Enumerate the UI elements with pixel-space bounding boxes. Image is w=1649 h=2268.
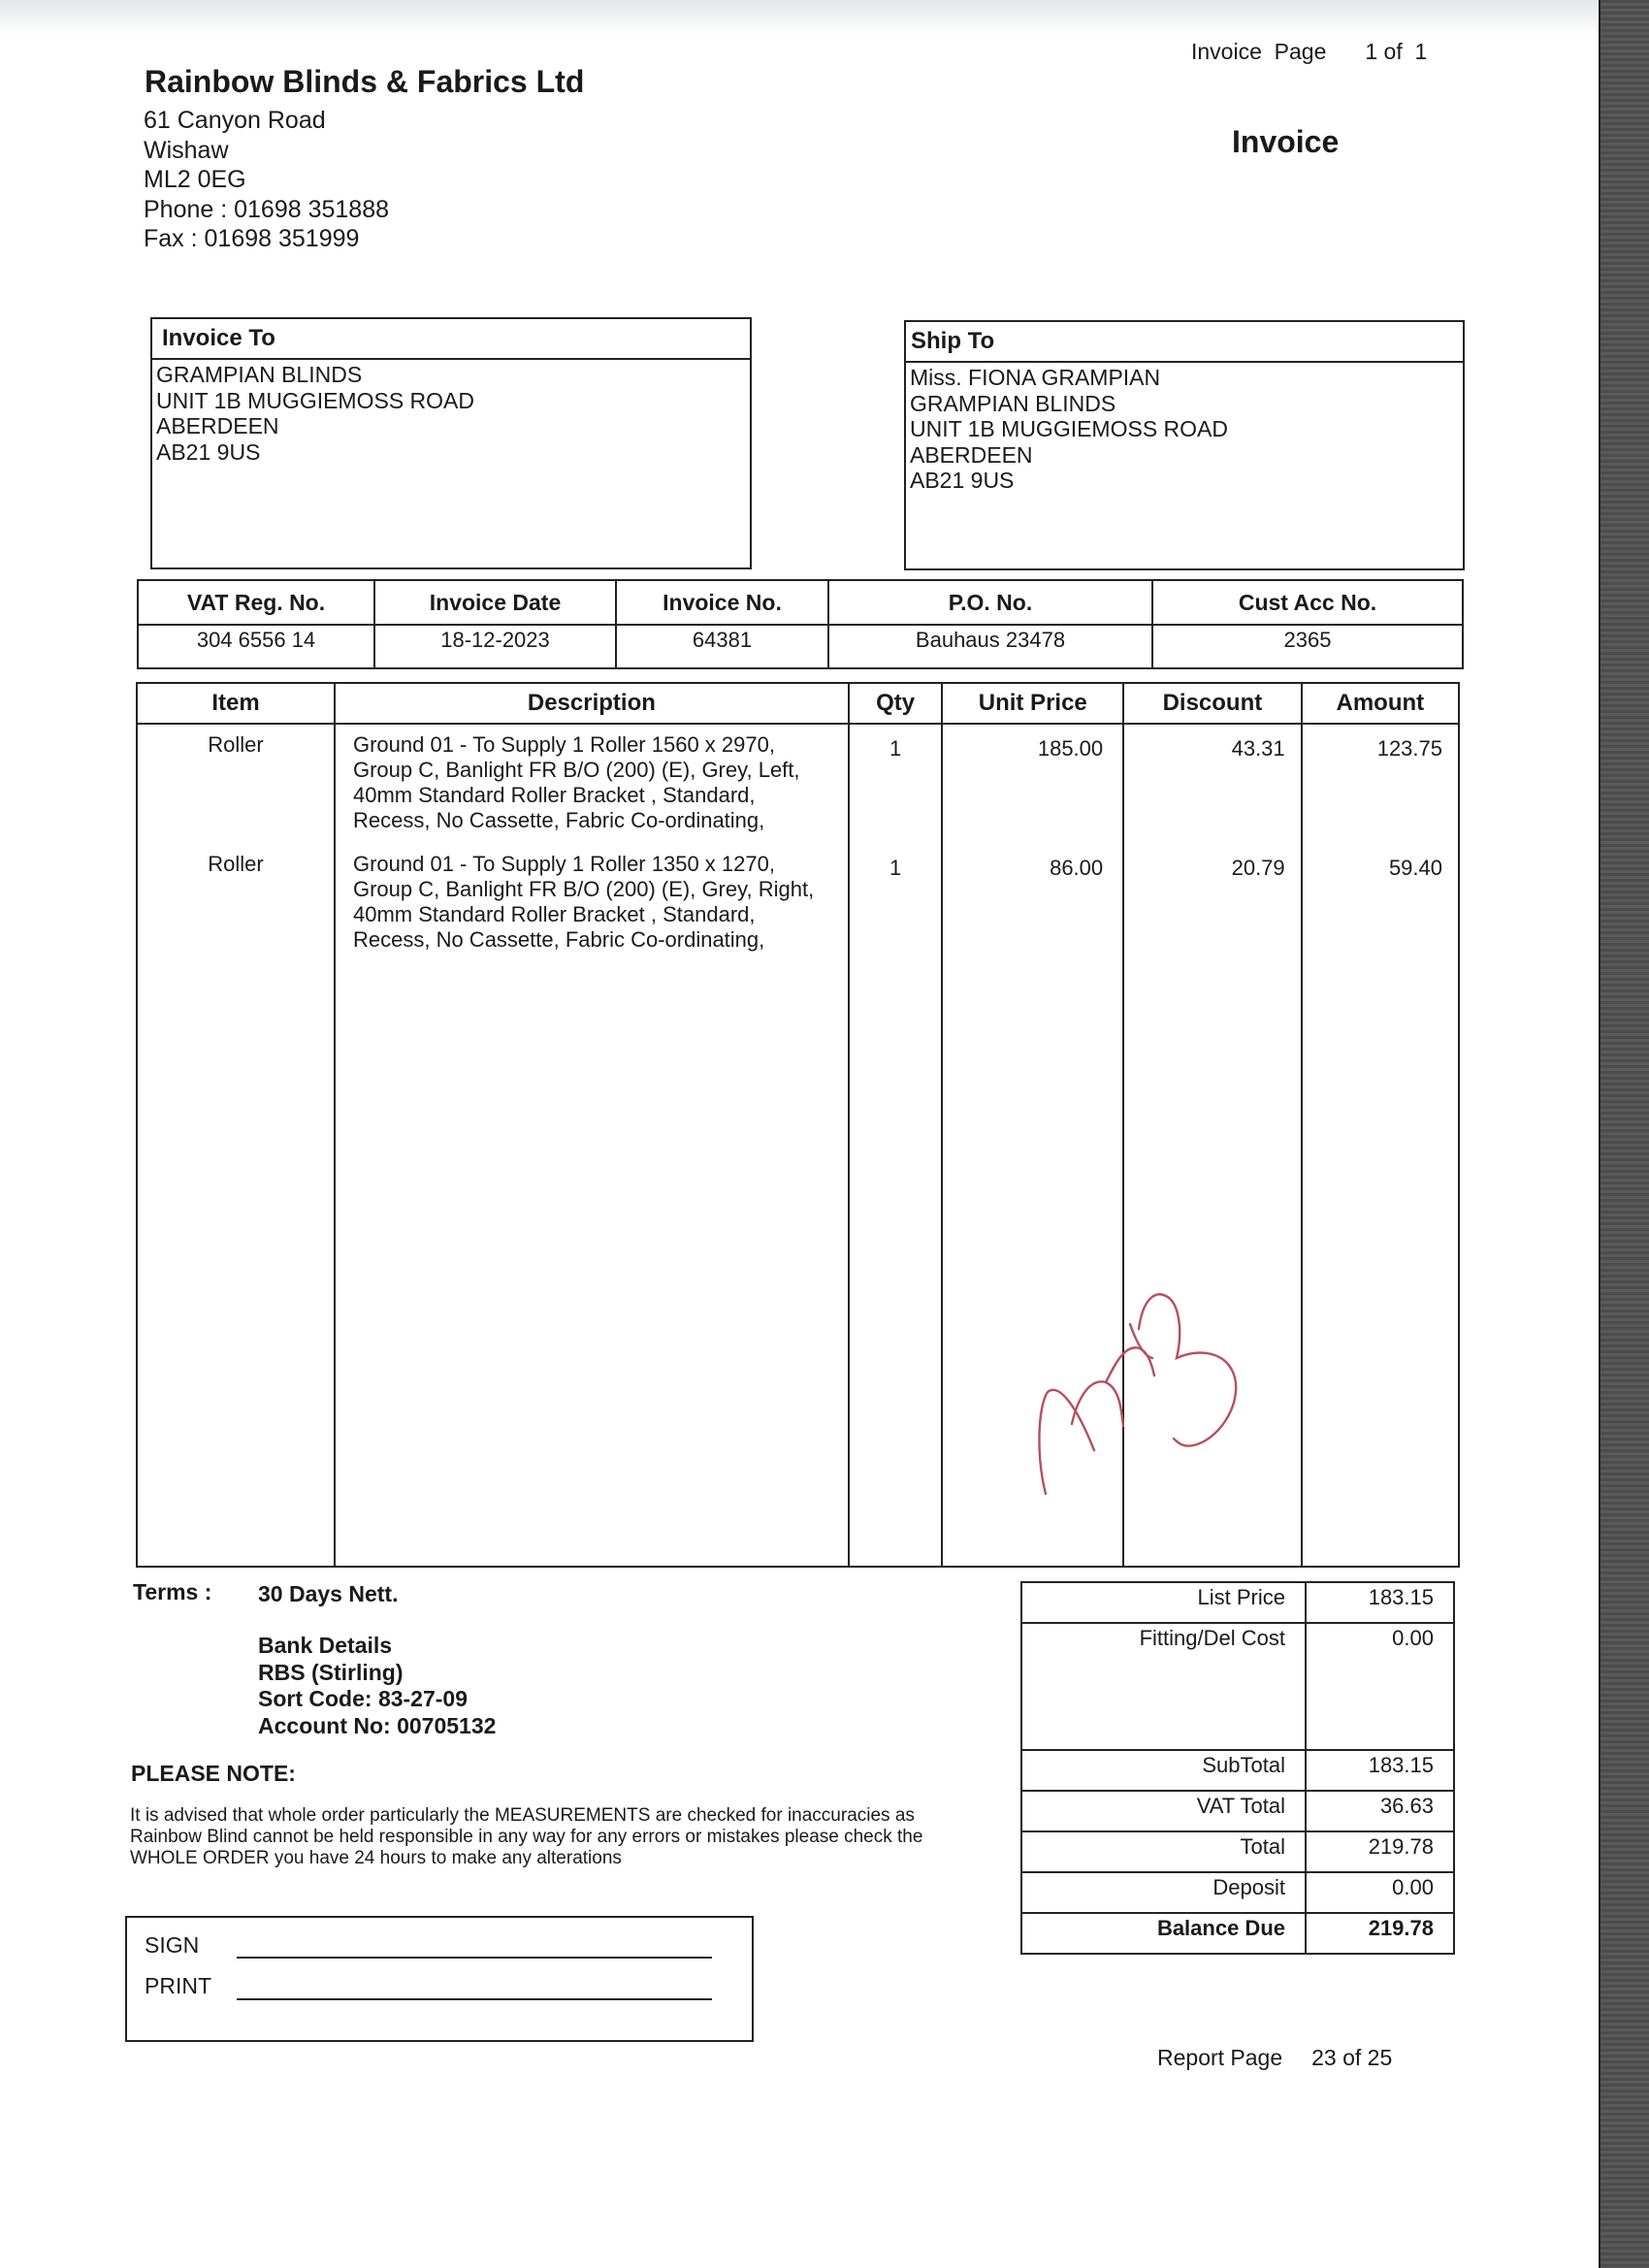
deposit-row [1021, 1872, 1454, 1913]
company-address [144, 106, 389, 254]
qty-cell: 1 [849, 724, 943, 844]
item-cell: Roller [137, 724, 335, 844]
unit-price-cell: 86.00 [942, 844, 1123, 1567]
deposit-label: Deposit [1021, 1872, 1306, 1913]
subtotal-row [1021, 1750, 1454, 1791]
totals-table [1020, 1581, 1455, 1955]
amount-header: Amount [1302, 683, 1459, 724]
discount-cell: 43.31 [1123, 724, 1302, 844]
signature-stroke [1039, 1390, 1094, 1494]
cust-acc-header: Cust Acc No. [1152, 580, 1463, 625]
invoice-meta-table [137, 579, 1464, 669]
unit-price-header: Unit Price [942, 683, 1123, 724]
invoice-to-box [150, 317, 752, 569]
list-price-row [1021, 1582, 1454, 1623]
cust-acc-value: 2365 [1152, 625, 1463, 668]
vat-reg-value: 304 6556 14 [138, 625, 374, 668]
po-no-header: P.O. No. [828, 580, 1152, 625]
address-line: Wishaw [144, 136, 229, 164]
po-no-value: Bauhaus 23478 [828, 625, 1152, 668]
terms-value: 30 Days Nett. [258, 1581, 399, 1606]
invoice-to-line: GRAMPIAN BLINDS [156, 362, 363, 387]
scan-edge-border [1599, 0, 1649, 2268]
report-page-indicator [1157, 2045, 1392, 2071]
list-price-label: List Price [1021, 1582, 1306, 1623]
description-cell [335, 844, 849, 1567]
report-page-label: Report Page [1157, 2045, 1283, 2070]
bank-name: RBS (Stirling) [258, 1659, 404, 1685]
deposit-value: 0.00 [1306, 1872, 1454, 1913]
invoice-no-value: 64381 [616, 625, 828, 668]
balance-due-label: Balance Due [1021, 1913, 1306, 1954]
bank-details [258, 1633, 496, 1739]
invoice-page-value: 1 of 1 [1365, 39, 1428, 64]
sign-label: SIGN [145, 1932, 200, 1958]
bank-details-heading: Bank Details [258, 1633, 393, 1658]
invoice-to-line: AB21 9US [156, 438, 261, 465]
vat-reg-header: VAT Reg. No. [138, 580, 374, 625]
amount-cell: 59.40 [1302, 844, 1459, 1567]
address-line: 61 Canyon Road [144, 107, 326, 134]
ship-to-line: Miss. FIONA GRAMPIAN [910, 365, 1161, 390]
amount-cell: 123.75 [1302, 724, 1459, 844]
report-page-value: 23 of 25 [1311, 2045, 1393, 2070]
company-name: Rainbow Blinds & Fabrics Ltd [145, 64, 585, 99]
note-text: It is advised that whole order particularly the MEASUREMENTS are checked for inaccuracies as Rainbow Blind cannot be held responsible in any way for any errors or mistakes please check the WHOLE ORDER you have 24 hours to make any alterations [130, 1805, 923, 1868]
fitting-row [1021, 1623, 1454, 1750]
handwritten-initials [999, 1261, 1251, 1513]
vat-value: 36.63 [1306, 1791, 1454, 1831]
vat-row [1021, 1791, 1454, 1831]
table-row [137, 844, 1459, 1567]
phone-line: Phone : 01698 351888 [144, 195, 390, 223]
table-row [137, 724, 1459, 844]
list-price-value: 183.15 [1306, 1582, 1454, 1623]
note-title: PLEASE NOTE: [131, 1761, 296, 1786]
invoice-to-heading: Invoice To [152, 319, 750, 360]
total-row [1021, 1831, 1454, 1872]
ship-to-line: GRAMPIAN BLINDS [910, 390, 1116, 416]
print-label: PRINT [145, 1973, 211, 1998]
fitting-value: 0.00 [1306, 1623, 1454, 1750]
sign-field[interactable] [237, 1957, 712, 1959]
description-header: Description [335, 683, 849, 724]
total-value: 219.78 [1306, 1831, 1454, 1872]
discount-header: Discount [1123, 683, 1302, 724]
qty-header: Qty [849, 683, 943, 724]
description-text: Ground 01 - To Supply 1 Roller 1350 x 1270, Group C, Banlight FR B/O (200) (E), Grey, Right, 40mm Standard Roller Bracket , Standard, Recess, No Cassette, Fabric Co-ordinating, [352, 852, 815, 952]
discount-cell: 20.79 [1123, 844, 1302, 1567]
item-header: Item [137, 683, 335, 724]
balance-due-row [1021, 1913, 1454, 1954]
invoice-page-label: Invoice Page [1191, 39, 1327, 64]
unit-price-cell: 185.00 [942, 724, 1123, 844]
subtotal-value: 183.15 [1306, 1750, 1454, 1791]
ship-to-heading: Ship To [906, 322, 1463, 363]
ship-to-line: ABERDEEN [910, 441, 1033, 468]
invoice-to-line: ABERDEEN [156, 413, 279, 438]
signature-stroke [1106, 1347, 1154, 1382]
invoice-no-header: Invoice No. [616, 580, 828, 625]
subtotal-label: SubTotal [1021, 1750, 1306, 1791]
invoice-date-header: Invoice Date [374, 580, 616, 625]
address-line: ML2 0EG [144, 166, 246, 193]
terms-label: Terms : [133, 1579, 212, 1604]
account-number: Account No: 00705132 [258, 1712, 497, 1738]
ship-to-line: UNIT 1B MUGGIEMOSS ROAD [910, 416, 1229, 441]
description-cell [335, 724, 849, 844]
sort-code: Sort Code: 83-27-09 [258, 1686, 469, 1711]
description-text: Ground 01 - To Supply 1 Roller 1560 x 2970, Group C, Banlight FR B/O (200) (E), Grey, Left, 40mm Standard Roller Bracket , Standard, Recess, No Cassette, Fabric Co-ordinating, [352, 732, 800, 832]
invoice-page-indicator [1191, 39, 1427, 65]
print-field[interactable] [237, 1998, 712, 2000]
invoice-date-value: 18-12-2023 [374, 625, 616, 668]
total-label: Total [1021, 1831, 1306, 1872]
qty-cell: 1 [849, 844, 943, 1567]
invoice-to-line: UNIT 1B MUGGIEMOSS ROAD [156, 387, 475, 413]
signature-stroke [1130, 1294, 1236, 1445]
ship-to-line: AB21 9US [910, 468, 1015, 493]
scan-top-shadow [0, 0, 1599, 35]
line-items-table [136, 682, 1460, 1568]
fitting-label: Fitting/Del Cost [1021, 1623, 1306, 1750]
item-cell: Roller [137, 844, 335, 1567]
document-title: Invoice [1232, 124, 1340, 159]
fax-line: Fax : 01698 351999 [144, 225, 360, 252]
ship-to-box [904, 320, 1465, 570]
balance-due-value: 219.78 [1306, 1913, 1454, 1954]
vat-label: VAT Total [1021, 1791, 1306, 1831]
signature-box [125, 1916, 754, 2042]
